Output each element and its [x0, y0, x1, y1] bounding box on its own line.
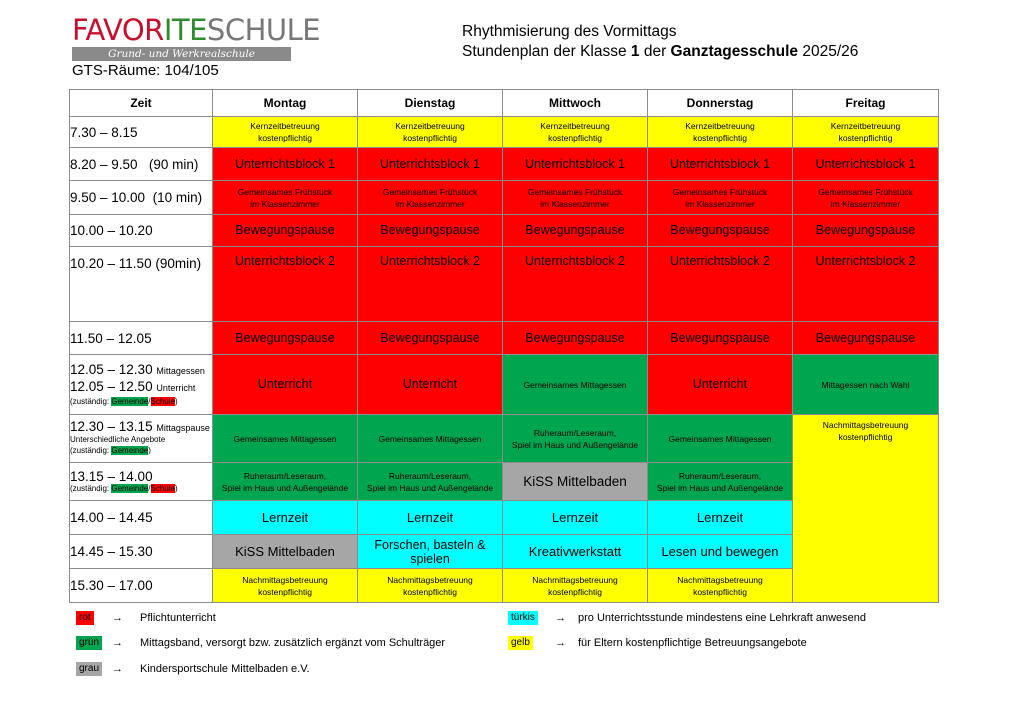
- lunch-choice-cell: Mittagessen nach Wahl: [793, 355, 939, 415]
- rest-room-cell: Ruheraum/Leseraum, Spiel im Haus und Außengelände: [648, 463, 793, 501]
- lunch-cell: Gemeinsames Mittagessen: [213, 415, 358, 463]
- legend-text-red: Pflichtunterricht: [140, 612, 216, 624]
- legend-text-green: Mittagsband, versorgt bzw. zusätzlich ergänzt vom Schulträger: [140, 637, 446, 649]
- rest-room-cell: Ruheraum/Leseraum, Spiel im Haus und Außengelände: [503, 415, 648, 463]
- lesson-cell: Unterrichtsblock 2: [213, 247, 358, 322]
- legend-text-turquoise: pro Unterrichtsstunde mindestens eine Lehrkraft anwesend: [578, 612, 866, 624]
- afternoon-care-cell: Nachmittagsbetreuung kostenpflichtig: [648, 569, 793, 603]
- schedule-table: [69, 89, 939, 603]
- kiss-cell: KiSS Mittelbaden: [503, 463, 648, 501]
- legend-swatch-grey: grau: [76, 662, 102, 676]
- time-cell: 14.45 – 15.30: [70, 535, 213, 569]
- break-cell: Bewegungspause: [648, 215, 793, 247]
- time-cell: 15.30 – 17.00: [70, 569, 213, 603]
- time-cell: 10.00 – 10.20: [70, 215, 213, 247]
- break-cell: Bewegungspause: [358, 322, 503, 355]
- table-row: [70, 355, 939, 415]
- time-cell: 11.50 – 12.05: [70, 322, 213, 355]
- lesson-cell: Unterrichtsblock 1: [358, 148, 503, 181]
- header-donnerstag: Donnerstag: [648, 90, 793, 117]
- legend-swatch-yellow: gelb: [508, 636, 533, 650]
- header-zeit: Zeit: [70, 90, 213, 117]
- lesson-cell: Unterrichtsblock 2: [648, 247, 793, 322]
- breakfast-cell: Gemeinsames Frühstück im Klassenzimmer: [358, 181, 503, 215]
- study-time-cell: Lernzeit: [503, 501, 648, 535]
- breakfast-cell: Gemeinsames Frühstück im Klassenzimmer: [503, 181, 648, 215]
- study-time-cell: Lernzeit: [213, 501, 358, 535]
- break-cell: Bewegungspause: [793, 322, 939, 355]
- legend-text-yellow: für Eltern kostenpflichtige Betreuungsangebote: [578, 637, 807, 649]
- rooms-label: GTS-Räume: 104/105: [72, 62, 219, 79]
- legend-swatch-turquoise: türkis: [508, 611, 538, 625]
- table-row: [70, 215, 939, 247]
- lunch-cell: Gemeinsames Mittagessen: [503, 355, 648, 415]
- study-time-cell: Lernzeit: [358, 501, 503, 535]
- table-row: [70, 322, 939, 355]
- break-cell: Bewegungspause: [213, 215, 358, 247]
- study-time-cell: Lernzeit: [648, 501, 793, 535]
- title-line-2: Stundenplan der Klasse 1 der Ganztagesschule 2025/26: [462, 43, 859, 60]
- care-cell: Kernzeitbetreuung kostenpflichtig: [648, 117, 793, 148]
- activity-cell: Kreativwerkstatt: [503, 535, 648, 569]
- page-title: [462, 22, 858, 62]
- afternoon-care-cell: Nachmittagsbetreuung kostenpflichtig: [503, 569, 648, 603]
- time-cell: 7.30 – 8.15: [70, 117, 213, 148]
- table-row: [70, 415, 939, 463]
- kiss-cell: KiSS Mittelbaden: [213, 535, 358, 569]
- title-line-1: Rhythmisierung des Vormittags: [462, 23, 677, 40]
- header-dienstag: Dienstag: [358, 90, 503, 117]
- arrow-icon: →: [112, 663, 123, 675]
- time-cell: 12.30 – 13.15 Mittagspause Unterschiedliche Angebote (zuständig: Gemeinde): [70, 415, 213, 463]
- lesson-cell: Unterrichtsblock 1: [793, 148, 939, 181]
- legend-text-grey: Kindersportschule Mittelbaden e.V.: [140, 663, 310, 675]
- afternoon-care-cell: Nachmittagsbetreuung kostenpflichtig: [213, 569, 358, 603]
- table-row: [70, 148, 939, 181]
- rest-room-cell: Ruheraum/Leseraum, Spiel im Haus und Außengelände: [213, 463, 358, 501]
- time-cell: 10.20 – 11.50 (90min): [70, 247, 213, 322]
- lunch-cell: Gemeinsames Mittagessen: [648, 415, 793, 463]
- care-cell: Kernzeitbetreuung kostenpflichtig: [213, 117, 358, 148]
- rest-room-cell: Ruheraum/Leseraum, Spiel im Haus und Außengelände: [358, 463, 503, 501]
- time-cell: 12.05 – 12.30 Mittagessen 12.05 – 12.50 Unterricht (zuständig: Gemeinde/Schule): [70, 355, 213, 415]
- lesson-cell: Unterrichtsblock 1: [648, 148, 793, 181]
- breakfast-cell: Gemeinsames Frühstück im Klassenzimmer: [648, 181, 793, 215]
- time-cell: 9.50 – 10.00 (10 min): [70, 181, 213, 215]
- table-row: [70, 247, 939, 322]
- header-montag: Montag: [213, 90, 358, 117]
- header-mittwoch: Mittwoch: [503, 90, 648, 117]
- lesson-cell: Unterricht: [648, 355, 793, 415]
- arrow-icon: →: [112, 612, 123, 624]
- table-row: [70, 181, 939, 215]
- care-cell: Kernzeitbetreuung kostenpflichtig: [793, 117, 939, 148]
- table-row: [70, 117, 939, 148]
- legend-swatch-red: rot: [76, 611, 94, 625]
- afternoon-care-cell: Nachmittagsbetreuung kostenpflichtig: [358, 569, 503, 603]
- breakfast-cell: Gemeinsames Frühstück im Klassenzimmer: [793, 181, 939, 215]
- care-cell: Kernzeitbetreuung kostenpflichtig: [358, 117, 503, 148]
- school-logo: [72, 13, 321, 61]
- lesson-cell: Unterrichtsblock 2: [358, 247, 503, 322]
- activity-cell: Lesen und bewegen: [648, 535, 793, 569]
- lesson-cell: Unterrichtsblock 2: [503, 247, 648, 322]
- logo-subline: Grund- und Werkrealschule: [72, 47, 291, 61]
- break-cell: Bewegungspause: [213, 322, 358, 355]
- lesson-cell: Unterricht: [213, 355, 358, 415]
- lesson-cell: Unterrichtsblock 1: [503, 148, 648, 181]
- time-cell: 14.00 – 14.45: [70, 501, 213, 535]
- time-cell: 13.15 – 14.00 (zuständig: Gemeinde/Schule): [70, 463, 213, 501]
- break-cell: Bewegungspause: [358, 215, 503, 247]
- logo-wordmark: FAVORITESCHULE: [72, 13, 321, 47]
- break-cell: Bewegungspause: [503, 322, 648, 355]
- arrow-icon: →: [112, 637, 123, 649]
- lesson-cell: Unterricht: [358, 355, 503, 415]
- care-cell: Kernzeitbetreuung kostenpflichtig: [503, 117, 648, 148]
- lesson-cell: Unterrichtsblock 2: [793, 247, 939, 322]
- activity-cell: Forschen, basteln & spielen: [358, 535, 503, 569]
- table-header-row: [70, 90, 939, 117]
- lunch-cell: Gemeinsames Mittagessen: [358, 415, 503, 463]
- time-cell: 8.20 – 9.50 (90 min): [70, 148, 213, 181]
- afternoon-care-cell: Nachmittagsbetreuung kostenpflichtig: [793, 415, 939, 603]
- header-freitag: Freitag: [793, 90, 939, 117]
- lesson-cell: Unterrichtsblock 1: [213, 148, 358, 181]
- arrow-icon: →: [555, 612, 566, 624]
- break-cell: Bewegungspause: [793, 215, 939, 247]
- breakfast-cell: Gemeinsames Frühstück im Klassenzimmer: [213, 181, 358, 215]
- arrow-icon: →: [555, 637, 566, 649]
- break-cell: Bewegungspause: [648, 322, 793, 355]
- break-cell: Bewegungspause: [503, 215, 648, 247]
- legend-swatch-green: grün: [76, 636, 102, 650]
